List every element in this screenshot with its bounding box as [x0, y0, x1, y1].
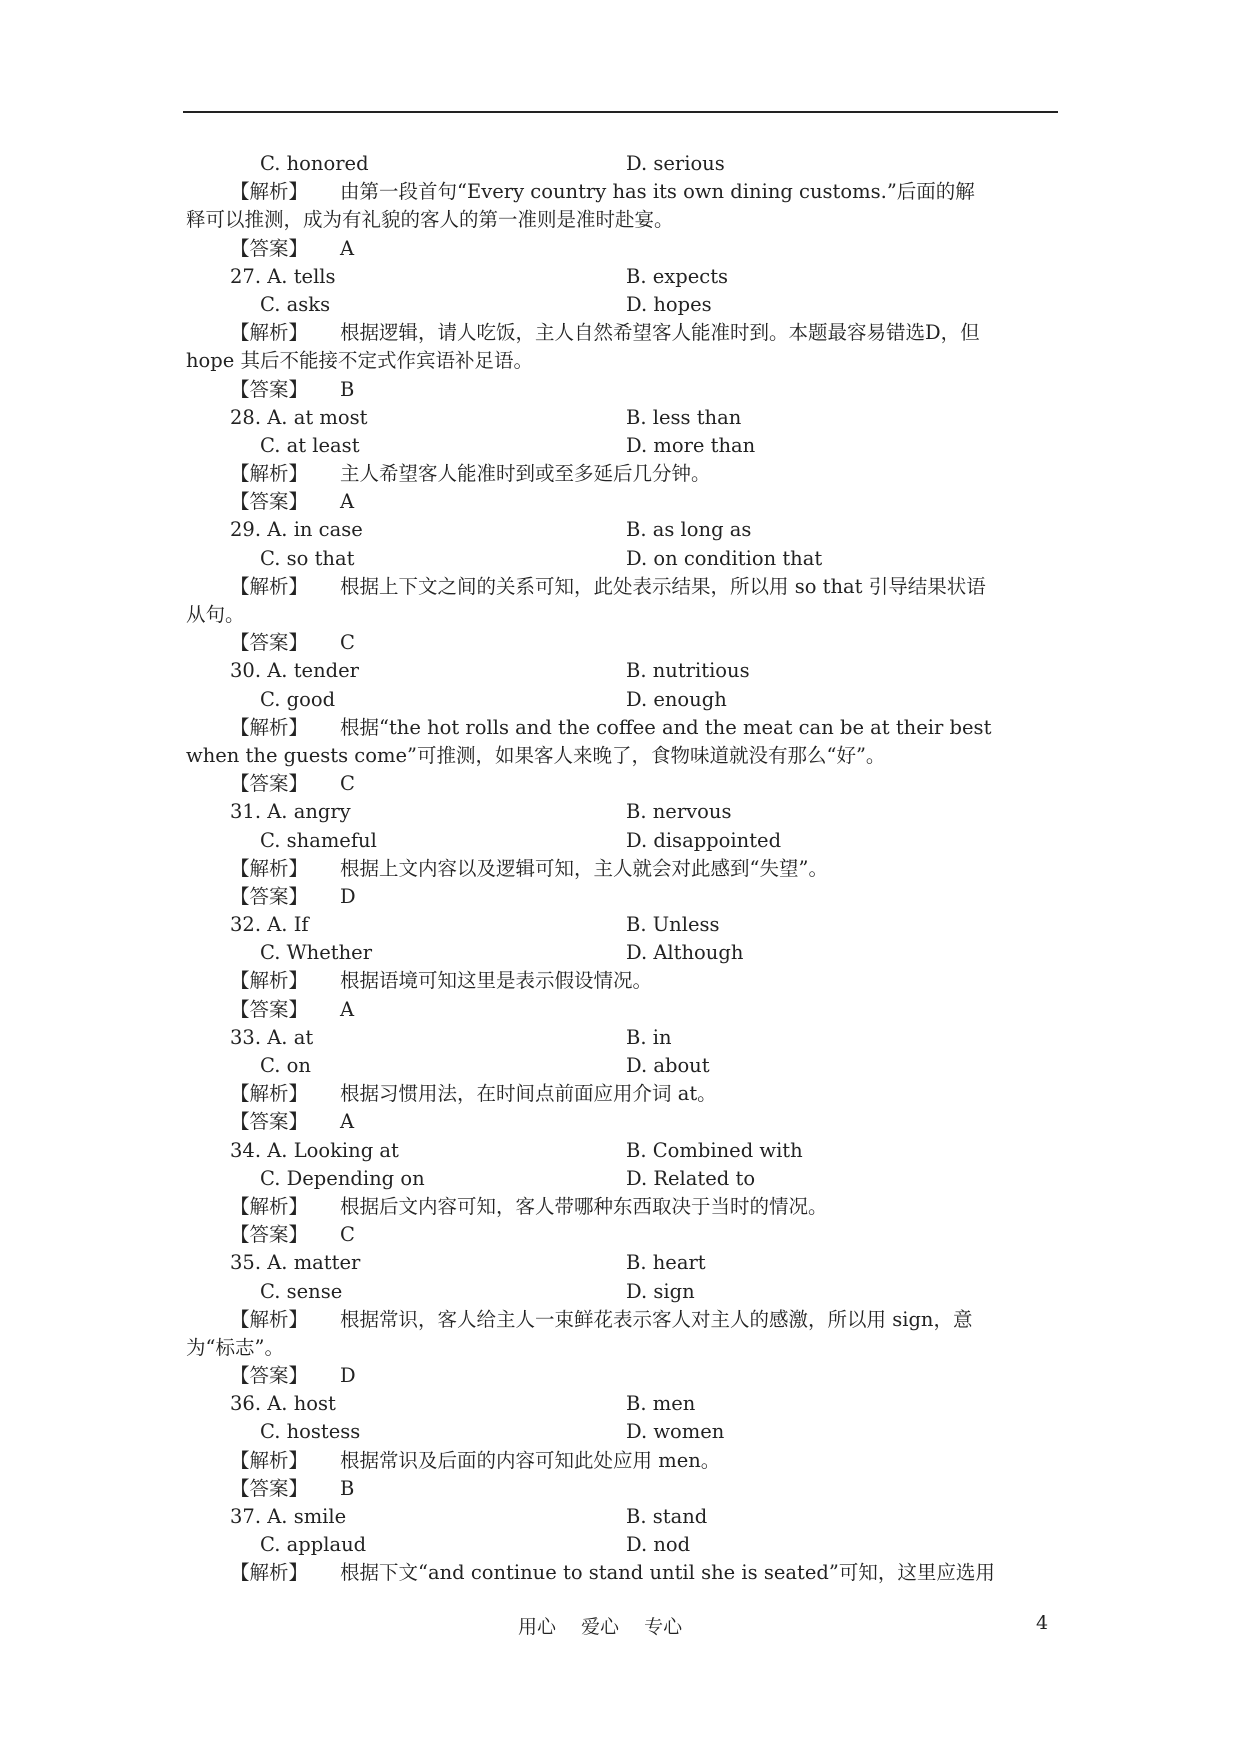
- explanation-text: 根据常识及后面的内容可知此处应用 men。: [340, 1448, 721, 1472]
- explanation-text: 根据上下文之间的关系可知，此处表示结果，所以用 so that 引导结果状语: [340, 574, 986, 598]
- option-right: D. disappointed: [626, 828, 782, 852]
- option-line: [186, 1024, 1086, 1052]
- option-line: [186, 1503, 1086, 1531]
- option-right: D. serious: [626, 152, 725, 175]
- continuation-text: hope 其后不能接不定式作宾语补足语。: [186, 349, 534, 373]
- answer-label: 【答案】: [230, 884, 309, 908]
- answer-line: [186, 629, 1086, 657]
- option-right: B. nervous: [626, 800, 732, 824]
- answer-value: B: [340, 377, 355, 401]
- explanation-line: [186, 967, 1086, 995]
- explanation-text: 根据“the hot rolls and the coffee and the meat can be at their best: [340, 715, 992, 739]
- option-line: [186, 1137, 1086, 1165]
- option-right: D. nod: [626, 1533, 691, 1557]
- answer-value: C: [340, 631, 355, 655]
- option-right: D. Although: [626, 941, 744, 965]
- option-right: B. stand: [626, 1505, 708, 1528]
- answer-label: 【答案】: [230, 997, 309, 1021]
- explanation-label: 【解析】: [230, 1194, 309, 1218]
- explanation-label: 【解析】: [230, 1561, 309, 1585]
- continuation-text: 为“标志”。: [186, 1335, 284, 1359]
- option-line: [186, 939, 1086, 967]
- continuation-line: [186, 601, 1086, 629]
- explanation-text: 由第一段首句“Every country has its own dining customs.”后面的解: [340, 180, 975, 204]
- option-left: 32. A. If: [230, 913, 309, 937]
- option-left: 33. A. at: [230, 1025, 314, 1049]
- option-left: C. Whether: [260, 941, 373, 965]
- option-line: [186, 1418, 1086, 1446]
- continuation-text: 释可以推测，成为有礼貌的客人的第一准则是准时赴宴。: [186, 208, 674, 232]
- explanation-line: [186, 714, 1086, 742]
- option-right: D. sign: [626, 1279, 695, 1303]
- answer-value: C: [340, 772, 355, 796]
- option-line: [186, 1052, 1086, 1080]
- option-right: B. as long as: [626, 518, 752, 542]
- option-left: 37. A. smile: [230, 1505, 347, 1528]
- page-number: 4: [1036, 1612, 1049, 1634]
- explanation-label: 【解析】: [230, 321, 309, 345]
- explanation-line: [186, 178, 1086, 206]
- option-line: [186, 1390, 1086, 1418]
- option-left: C. so that: [260, 546, 355, 570]
- explanation-label: 【解析】: [230, 574, 309, 598]
- answer-label: 【答案】: [230, 377, 309, 401]
- option-line: [186, 263, 1086, 291]
- option-left: 29. A. in case: [230, 518, 363, 542]
- option-left: C. shameful: [260, 828, 377, 852]
- option-line: [186, 1278, 1086, 1306]
- option-left: C. Depending on: [260, 1166, 425, 1190]
- option-left: C. on: [260, 1054, 311, 1077]
- explanation-text: 根据语境可知这里是表示假设情况。: [340, 969, 653, 993]
- option-left: C. sense: [260, 1279, 343, 1303]
- option-left: C. applaud: [260, 1533, 367, 1557]
- explanation-label: 【解析】: [230, 715, 309, 739]
- footer-motto: 用心 爱心 专心: [518, 1616, 683, 1638]
- option-left: 31. A. angry: [230, 800, 351, 824]
- option-right: D. Related to: [626, 1166, 756, 1190]
- option-right: B. Combined with: [626, 1138, 803, 1162]
- explanation-line: [186, 460, 1086, 488]
- explanation-text: 根据下文“and continue to stand until she is seated”可知，这里应选用: [340, 1561, 995, 1585]
- option-right: D. hopes: [626, 292, 712, 316]
- option-right: B. in: [626, 1025, 672, 1049]
- option-left: 28. A. at most: [230, 405, 368, 429]
- answer-value: A: [340, 490, 355, 514]
- explanation-text: 根据上文内容以及逻辑可知，主人就会对此感到“失望”。: [340, 856, 828, 880]
- option-line: [186, 1249, 1086, 1277]
- option-left: C. hostess: [260, 1420, 361, 1444]
- explanation-text: 根据习惯用法，在时间点前面应用介词 at。: [340, 1082, 717, 1106]
- option-line: [186, 827, 1086, 855]
- answer-label: 【答案】: [230, 490, 309, 514]
- explanation-line: [186, 1306, 1086, 1334]
- option-line: [186, 798, 1086, 826]
- continuation-line: [186, 742, 1086, 770]
- answer-line: [186, 376, 1086, 404]
- explanation-line: [186, 855, 1086, 883]
- option-line: [186, 1165, 1086, 1193]
- option-left: C. good: [260, 687, 336, 711]
- answer-label: 【答案】: [230, 1364, 309, 1388]
- explanation-text: 根据常识，客人给主人一束鲜花表示客人对主人的感激，所以用 sign，意: [340, 1307, 973, 1331]
- explanation-line: [186, 319, 1086, 347]
- option-left: 36. A. host: [230, 1392, 336, 1416]
- answer-value: A: [340, 236, 355, 260]
- answer-label: 【答案】: [230, 631, 309, 655]
- explanation-text: 根据后文内容可知，客人带哪种东西取决于当时的情况。: [340, 1194, 828, 1218]
- option-line: [186, 404, 1086, 432]
- answer-line: [186, 235, 1086, 263]
- option-right: B. expects: [626, 264, 729, 288]
- continuation-text: when the guests come”可推测，如果客人来晚了，食物味道就没有那么“好”。: [186, 743, 886, 767]
- option-line: [186, 1531, 1086, 1559]
- answer-value: A: [340, 997, 355, 1021]
- answer-line: [186, 883, 1086, 911]
- answer-label: 【答案】: [230, 1476, 309, 1500]
- option-right: D. enough: [626, 687, 727, 711]
- option-left: C. at least: [260, 433, 360, 457]
- explanation-label: 【解析】: [230, 969, 309, 993]
- explanation-label: 【解析】: [230, 856, 309, 880]
- option-right: D. about: [626, 1054, 710, 1077]
- continuation-line: [186, 347, 1086, 375]
- answer-value: C: [340, 1223, 355, 1247]
- answer-line: [186, 770, 1086, 798]
- option-left: 34. A. Looking at: [230, 1138, 399, 1162]
- answer-value: D: [340, 1364, 356, 1388]
- explanation-label: 【解析】: [230, 1448, 309, 1472]
- option-line: [186, 516, 1086, 544]
- option-left: 35. A. matter: [230, 1251, 361, 1275]
- answer-label: 【答案】: [230, 236, 309, 260]
- option-right: B. less than: [626, 405, 742, 429]
- explanation-line: [186, 1080, 1086, 1108]
- explanation-label: 【解析】: [230, 1307, 309, 1331]
- option-right: D. on condition that: [626, 546, 823, 570]
- option-left: 30. A. tender: [230, 659, 359, 683]
- answer-label: 【答案】: [230, 1110, 309, 1134]
- explanation-text: 主人希望客人能准时到或至多延后几分钟。: [340, 462, 711, 486]
- option-line: [186, 686, 1086, 714]
- explanation-line: [186, 1559, 1086, 1587]
- answer-value: A: [340, 1110, 355, 1134]
- option-right: B. Unless: [626, 913, 720, 937]
- explanation-label: 【解析】: [230, 462, 309, 486]
- answer-line: [186, 1362, 1086, 1390]
- option-right: B. nutritious: [626, 659, 750, 683]
- option-right: B. men: [626, 1392, 696, 1416]
- option-line: [186, 657, 1086, 685]
- option-line: [186, 432, 1086, 460]
- option-line: [186, 291, 1086, 319]
- document-body: [186, 150, 1086, 1588]
- option-right: D. more than: [626, 433, 756, 457]
- option-line: [186, 150, 1086, 178]
- header-rule: [183, 111, 1058, 113]
- explanation-text: 根据逻辑，请人吃饭，主人自然希望客人能准时到。本题最容易错选D，但: [340, 321, 980, 345]
- explanation-line: [186, 1193, 1086, 1221]
- answer-label: 【答案】: [230, 1223, 309, 1247]
- option-left: C. asks: [260, 292, 331, 316]
- answer-line: [186, 1108, 1086, 1136]
- option-left: C. honored: [260, 152, 369, 175]
- option-line: [186, 911, 1086, 939]
- continuation-text: 从句。: [186, 603, 245, 626]
- explanation-line: [186, 573, 1086, 601]
- answer-value: D: [340, 884, 356, 908]
- answer-line: [186, 1221, 1086, 1249]
- continuation-line: [186, 1334, 1086, 1362]
- answer-value: B: [340, 1476, 355, 1500]
- continuation-line: [186, 206, 1086, 234]
- option-right: D. women: [626, 1420, 725, 1444]
- option-line: [186, 545, 1086, 573]
- explanation-line: [186, 1447, 1086, 1475]
- option-left: 27. A. tells: [230, 264, 336, 288]
- explanation-label: 【解析】: [230, 180, 309, 204]
- option-right: B. heart: [626, 1251, 706, 1275]
- answer-label: 【答案】: [230, 772, 309, 796]
- explanation-label: 【解析】: [230, 1082, 309, 1106]
- answer-line: [186, 996, 1086, 1024]
- answer-line: [186, 488, 1086, 516]
- answer-line: [186, 1475, 1086, 1503]
